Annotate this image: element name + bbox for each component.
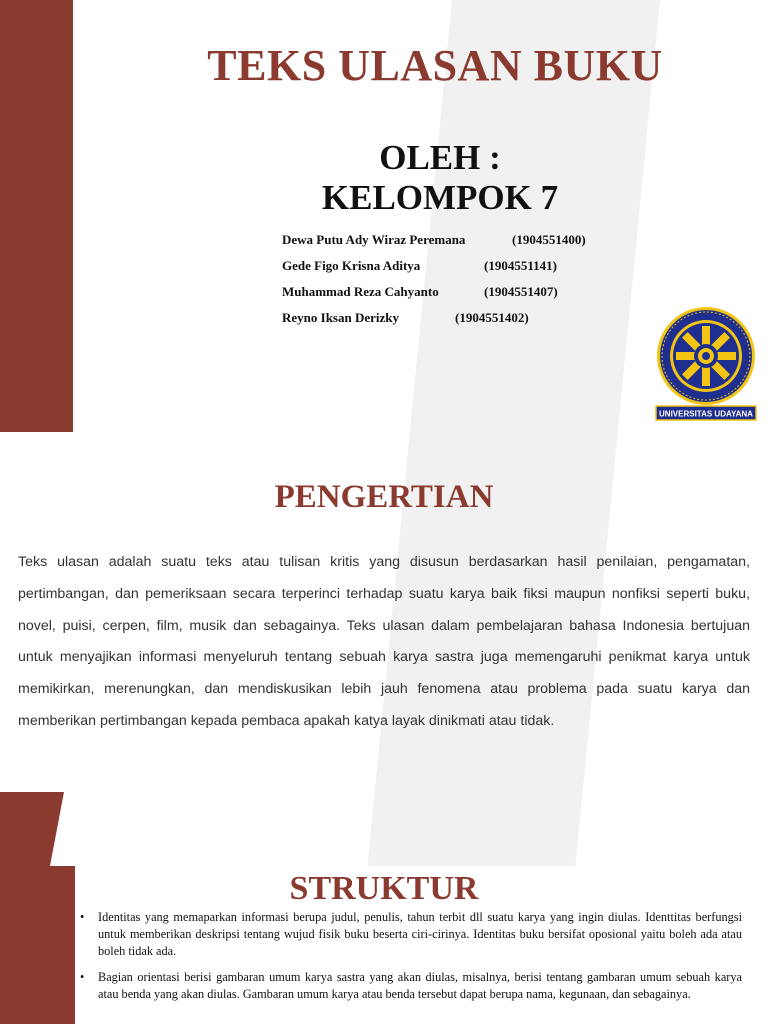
page-title: TEKS ULASAN BUKU [207,41,663,90]
member-list [282,232,622,336]
list-item [80,909,742,960]
section-accent-block [0,792,78,1024]
logo-text: UNIVERSITAS UDAYANA [659,409,753,419]
member-row [282,284,622,310]
member-name: Muhammad Reza Cahyanto [282,284,439,299]
member-nim: (1904551141) [484,258,557,273]
member-row [282,310,622,336]
member-row [282,258,622,284]
member-name: Dewa Putu Ady Wiraz Peremana [282,232,466,247]
member-name: Reyno Iksan Derizky [282,310,400,325]
definition-paragraph: Teks ulasan adalah suatu teks atau tulisan kritis yang disusun berdasarkan hasil penilaian, pengamatan, pertimbangan, dan pemeriksaan secara terperinci terhadap suatu karya baik fiksi maupun nonfiksi seperti buku, novel, puisi, cerpen, film, musik dan sebagainya. Teks ulasan dalam pembelajaran bahasa Indonesia bertujuan untuk menyajikan informasi menyeluruh tentang sebuah karya sastra juga memengaruhi penikmat karya untuk memikirkan, merenungkan, dan mendiskusikan lebih jauh fenomena atau problema pada suatu karya dan memberikan pertimbangan kepada pembaca apakah katya layak dinikmati atau tidak. [18,554,750,729]
list-item-text: Bagian orientasi berisi gambaran umum karya sastra yang akan diulas, misalnya, berisi tentang gambaran umum sebuah karya atau benda yang akan diulas. Gambaran umum karya atau benda tersebut dapat berupa nama, kegunaan, dan sebagainya. [98,970,742,1001]
bullet-icon: • [80,910,85,924]
section-heading-pengertian: PENGERTIAN [274,479,494,515]
member-nim: (1904551407) [484,284,558,299]
member-name: Gede Figo Krisna Aditya [282,258,421,273]
section-heading-struktur: STRUKTUR [289,870,479,907]
member-row [282,232,622,258]
left-accent-bar [0,0,73,432]
bullet-icon: • [80,970,85,984]
member-nim: (1904551400) [512,232,586,247]
list-item [80,969,742,1003]
author-heading [240,138,640,218]
member-nim: (1904551402) [455,310,529,325]
group-label: KELOMPOK 7 [321,178,559,217]
author-label: OLEH : [379,138,501,177]
universitas-udayana-logo-icon [654,306,758,424]
list-item-text: Identitas yang memaparkan informasi berupa judul, penulis, tahun terbit dll suatu karya yang ingin diulas. Identtitas berfungsi untuk memberikan deskripsi tentang wujud fisik buku beserta ciri-cirinya. Identitas buku bersifat oposional yaitu boleh ada atau boleh tidak ada. [98,910,742,958]
structure-bullet-list [80,909,742,1012]
